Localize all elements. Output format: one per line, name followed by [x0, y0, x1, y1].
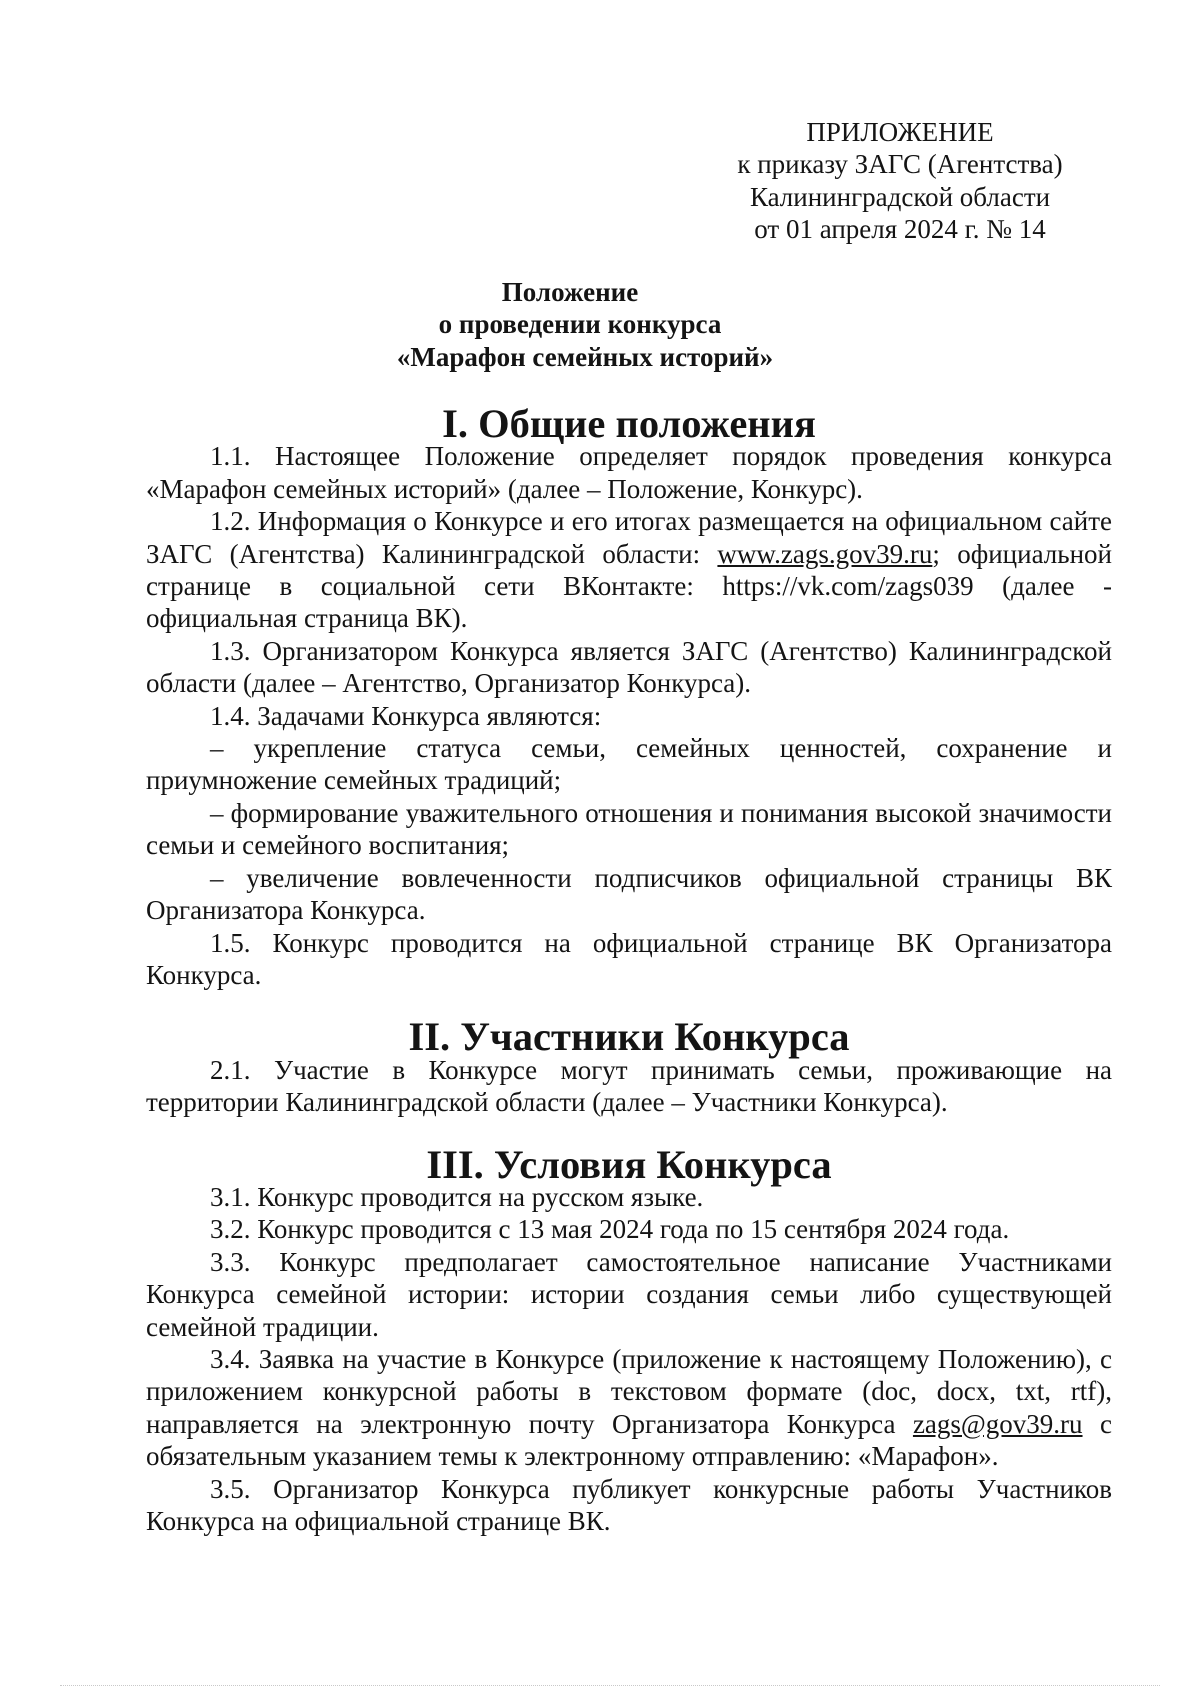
paragraph-3-4-text-start: 3.4. Заявка на участие в Конкурсе (приложение к настоящему Положению), с приложением конкурсной работы в текстовом формате (doc, docx, txt, rtf), направляется на электронную почту Организатора Конкурса — [146, 1343, 1112, 1439]
website-link[interactable]: www.zags.gov39.ru — [717, 538, 933, 569]
paragraph-3-4-text-end: с обязательным указанием темы к электронному отправлению: «Марафон». — [146, 1408, 1113, 1472]
paragraph-1-2-text-start: 1.2. Информация о Конкурсе и его итогах размещается на официальном сайте ЗАГС (Агентства) Калининградской области: — [146, 506, 1112, 569]
title-line-3: «Марафон семейных историй» — [396, 341, 774, 372]
task-item-3: – увеличение вовлеченности подписчиков официальной страницы ВК Организатора Конкурса. — [146, 862, 1112, 926]
title-line-1: Положение — [501, 277, 639, 307]
section-heading-general: I. Общие положения — [442, 401, 816, 446]
paragraph-3-1: 3.1. Конкурс проводится на русском языке. — [210, 1181, 704, 1212]
paragraph-1-5: 1.5. Конкурс проводится на официальной странице ВК Организатора Конкурса. — [146, 927, 1112, 990]
email-link[interactable]: zags@gov39.ru — [912, 1408, 1083, 1439]
section-heading-participants: II. Участники Конкурса — [408, 1014, 850, 1060]
appendix-date-number: от 01 апреля 2024 г. № 14 — [754, 214, 1046, 245]
document-body — [146, 401, 1113, 1537]
paragraph-1-4: 1.4. Задачами Конкурса являются: — [210, 700, 602, 731]
appendix-header — [700, 116, 1100, 246]
task-item-2: – формирование уважительного отношения и понимания высокой значимости семьи и семейного воспитания; — [146, 797, 1112, 861]
appendix-region: Калининградской области — [749, 181, 1051, 212]
appendix-order-ref: к приказу ЗАГС (Агентства) — [737, 149, 1063, 180]
paragraph-1-2-text-end: ; официальной странице в социальной сети ВКонтакте: https://vk.com/zags039 (далее - официальная страница ВК). — [146, 538, 1112, 634]
paragraph-3-3: 3.3. Конкурс предполагает самостоятельное написание Участниками Конкурса семейной истории: истории создания семьи либо существующей семейной традиции. — [146, 1246, 1112, 1342]
scan-edge-dots — [60, 1685, 1160, 1688]
task-item-1: – укрепление статуса семьи, семейных ценностей, сохранение и приумножение семейных традиций; — [146, 733, 1112, 796]
paragraph-3-4 — [146, 1343, 1112, 1473]
paragraph-1-1: 1.1. Настоящее Положение определяет порядок проведения конкурса «Марафон семейных историй» (далее – Положение, Конкурс). — [146, 441, 1112, 504]
paragraph-1-2 — [146, 505, 1112, 635]
section-heading-conditions: III. Условия Конкурса — [426, 1141, 832, 1187]
paragraph-3-2: 3.2. Конкурс проводится с 13 мая 2024 года по 15 сентября 2024 года. — [210, 1214, 1010, 1245]
paragraph-1-3: 1.3. Организатором Конкурса является ЗАГС (Агентство) Калининградской области (далее – Агентство, Организатор Конкурса). — [146, 635, 1112, 699]
document-title — [0, 276, 1200, 373]
appendix-label: ПРИЛОЖЕНИЕ — [806, 117, 994, 147]
paragraph-3-5: 3.5. Организатор Конкурса публикует конкурсные работы Участников Конкурса на официальной странице ВК. — [146, 1473, 1112, 1536]
paragraph-2-1: 2.1. Участие в Конкурсе могут принимать семьи, проживающие на территории Калининградской области (далее – Участники Конкурса). — [146, 1054, 1112, 1118]
title-line-2: о проведении конкурса — [438, 309, 722, 340]
